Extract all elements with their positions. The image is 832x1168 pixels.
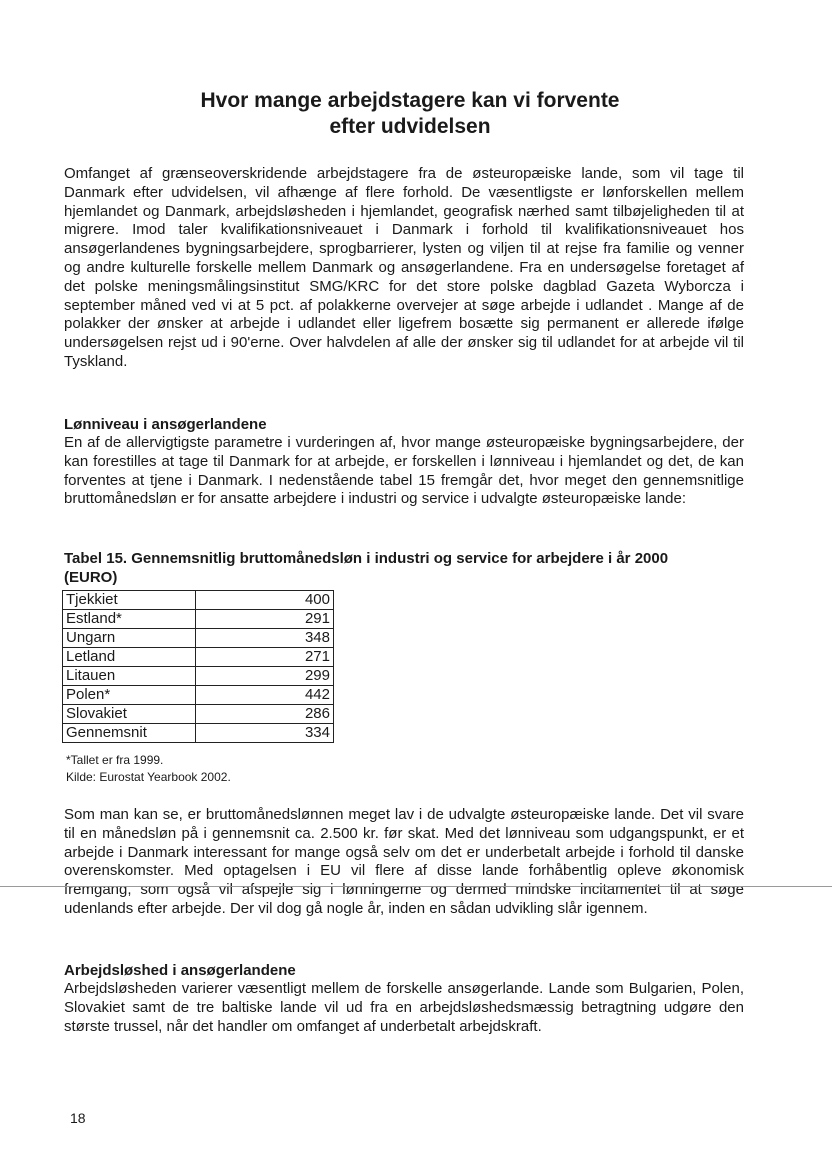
wage-cell: 299 [196,667,334,686]
table-row [63,705,334,724]
table-row [63,610,334,629]
title-line-1: Hvor mange arbejdstagere kan vi forvente [200,89,620,112]
section-heading-wage-level: Lønniveau i ansøgerlandene [64,416,267,433]
country-cell: Estland* [63,610,196,629]
country-cell: Tjekkiet [63,591,196,610]
country-cell: Ungarn [63,629,196,648]
country-cell: Slovakiet [63,705,196,724]
wage-cell: 442 [196,686,334,705]
wage-cell: 334 [196,724,334,743]
table-row [63,686,334,705]
country-cell: Gennemsnit [63,724,196,743]
unemployment-paragraph: Arbejdsløsheden varierer væsentligt mellem de forskelle ansøgerlande. Lande som Bulgarien, Polen, Slovakiet samt de tre baltiske lande vil ud fra en arbejdsløshedsmæssig betragtning udgøre den største trussel, når det handler om omfanget af underbetalt arbejdskraft. [64,980,744,1035]
table-footnote: *Tallet er fra 1999. [66,753,164,767]
wage-cell: 291 [196,610,334,629]
table-row [63,629,334,648]
wage-cell: 400 [196,591,334,610]
table-row [63,667,334,686]
table-caption: Tabel 15. Gennemsnitlig bruttomånedsløn i industri og service for arbejdere i år 2000 (EURO) [64,550,669,586]
analysis-paragraph: Som man kan se, er bruttomånedslønnen meget lav i de udvalgte østeuropæiske lande. Det vil svare til en månedsløn på i gennemsnit ca. 2.500 kr. før skat. Med det lønniveau som udgangspunkt, er et arbejde i Danmark interessant for mange også selv om det er underbetalt arbejde i forhold til danske overenskomster. Med optagelsen i EU vil flere af disse lande forhåbentlig opleve økonomisk fremgang, som også vil afspejle sig i lønningerne og dermed mindske incitamentet til at søge udenlands efter arbejde. Der vil dog gå nogle år, inden en sådan udvikling slår igennem. [64,806,744,917]
table-row-average [63,724,334,743]
wage-level-paragraph: En af de allervigtigste parametre i vurderingen af, hvor mange østeuropæiske bygningsarbejdere, der kan forestilles at tage til Danmark for at arbejde, er forskellen i lønniveau i hjemlandet og det, de kan forventes at tjene i Danmark. I nedenstående tabel 15 fremgår det, hvor meget den gennemsnitlige bruttomånedsløn er for ansatte arbejdere i industri og service i udvalgte østeuropæiske lande: [64,434,744,508]
page-title [120,88,700,140]
page-number: 18 [70,1110,86,1126]
table-source: Kilde: Eurostat Yearbook 2002. [66,770,231,784]
title-line-2: efter udvidelsen [329,115,491,138]
country-cell: Polen* [63,686,196,705]
table-row [63,648,334,667]
wage-cell: 286 [196,705,334,724]
country-cell: Letland [63,648,196,667]
intro-paragraph: Omfanget af grænseoverskridende arbejdstagere fra de østeuropæiske lande, som vil tage til Danmark efter udvidelsen, vil afhænge af flere forhold. De væsentligste er lønforskellen mellem hjemlandet og Danmark, arbejdsløsheden i hjemlandet, geografisk nærhed samt tilbøjeligheden til at migrere. Imod taler kvalifikationsniveauet i Danmark i forhold til kvalifikationsniveauet hos ansøgerlandenes bygningsarbejdere, sprogbarrierer, lysten og viljen til at rejse fra familie og venner og andre kulturelle forskelle mellem Danmark og ansøgerlandene. Fra en undersøgelse foretaget af det polske meningsmålingsinstitut SMG/KRC for det store polske dagblad Gazeta Wyborcza i september måned ved vi at 5 pct. af polakkerne overvejer at søge arbejde i udlandet . Mange af de polakker der ønsker at arbejde i udlandet eller ligefrem bosætte sig permanent er allerede ifølge undersøgelsen rejst ud i 90'erne. Over halvdelen af alle der ønsker sig til udlandet for at arbejde vil til Tyskland. [64,165,744,370]
wage-cell: 271 [196,648,334,667]
wage-table [62,590,334,743]
section-heading-unemployment: Arbejdsløshed i ansøgerlandene [64,962,296,979]
wage-cell: 348 [196,629,334,648]
scan-artifact-line [0,886,832,887]
country-cell: Litauen [63,667,196,686]
table-row [63,591,334,610]
